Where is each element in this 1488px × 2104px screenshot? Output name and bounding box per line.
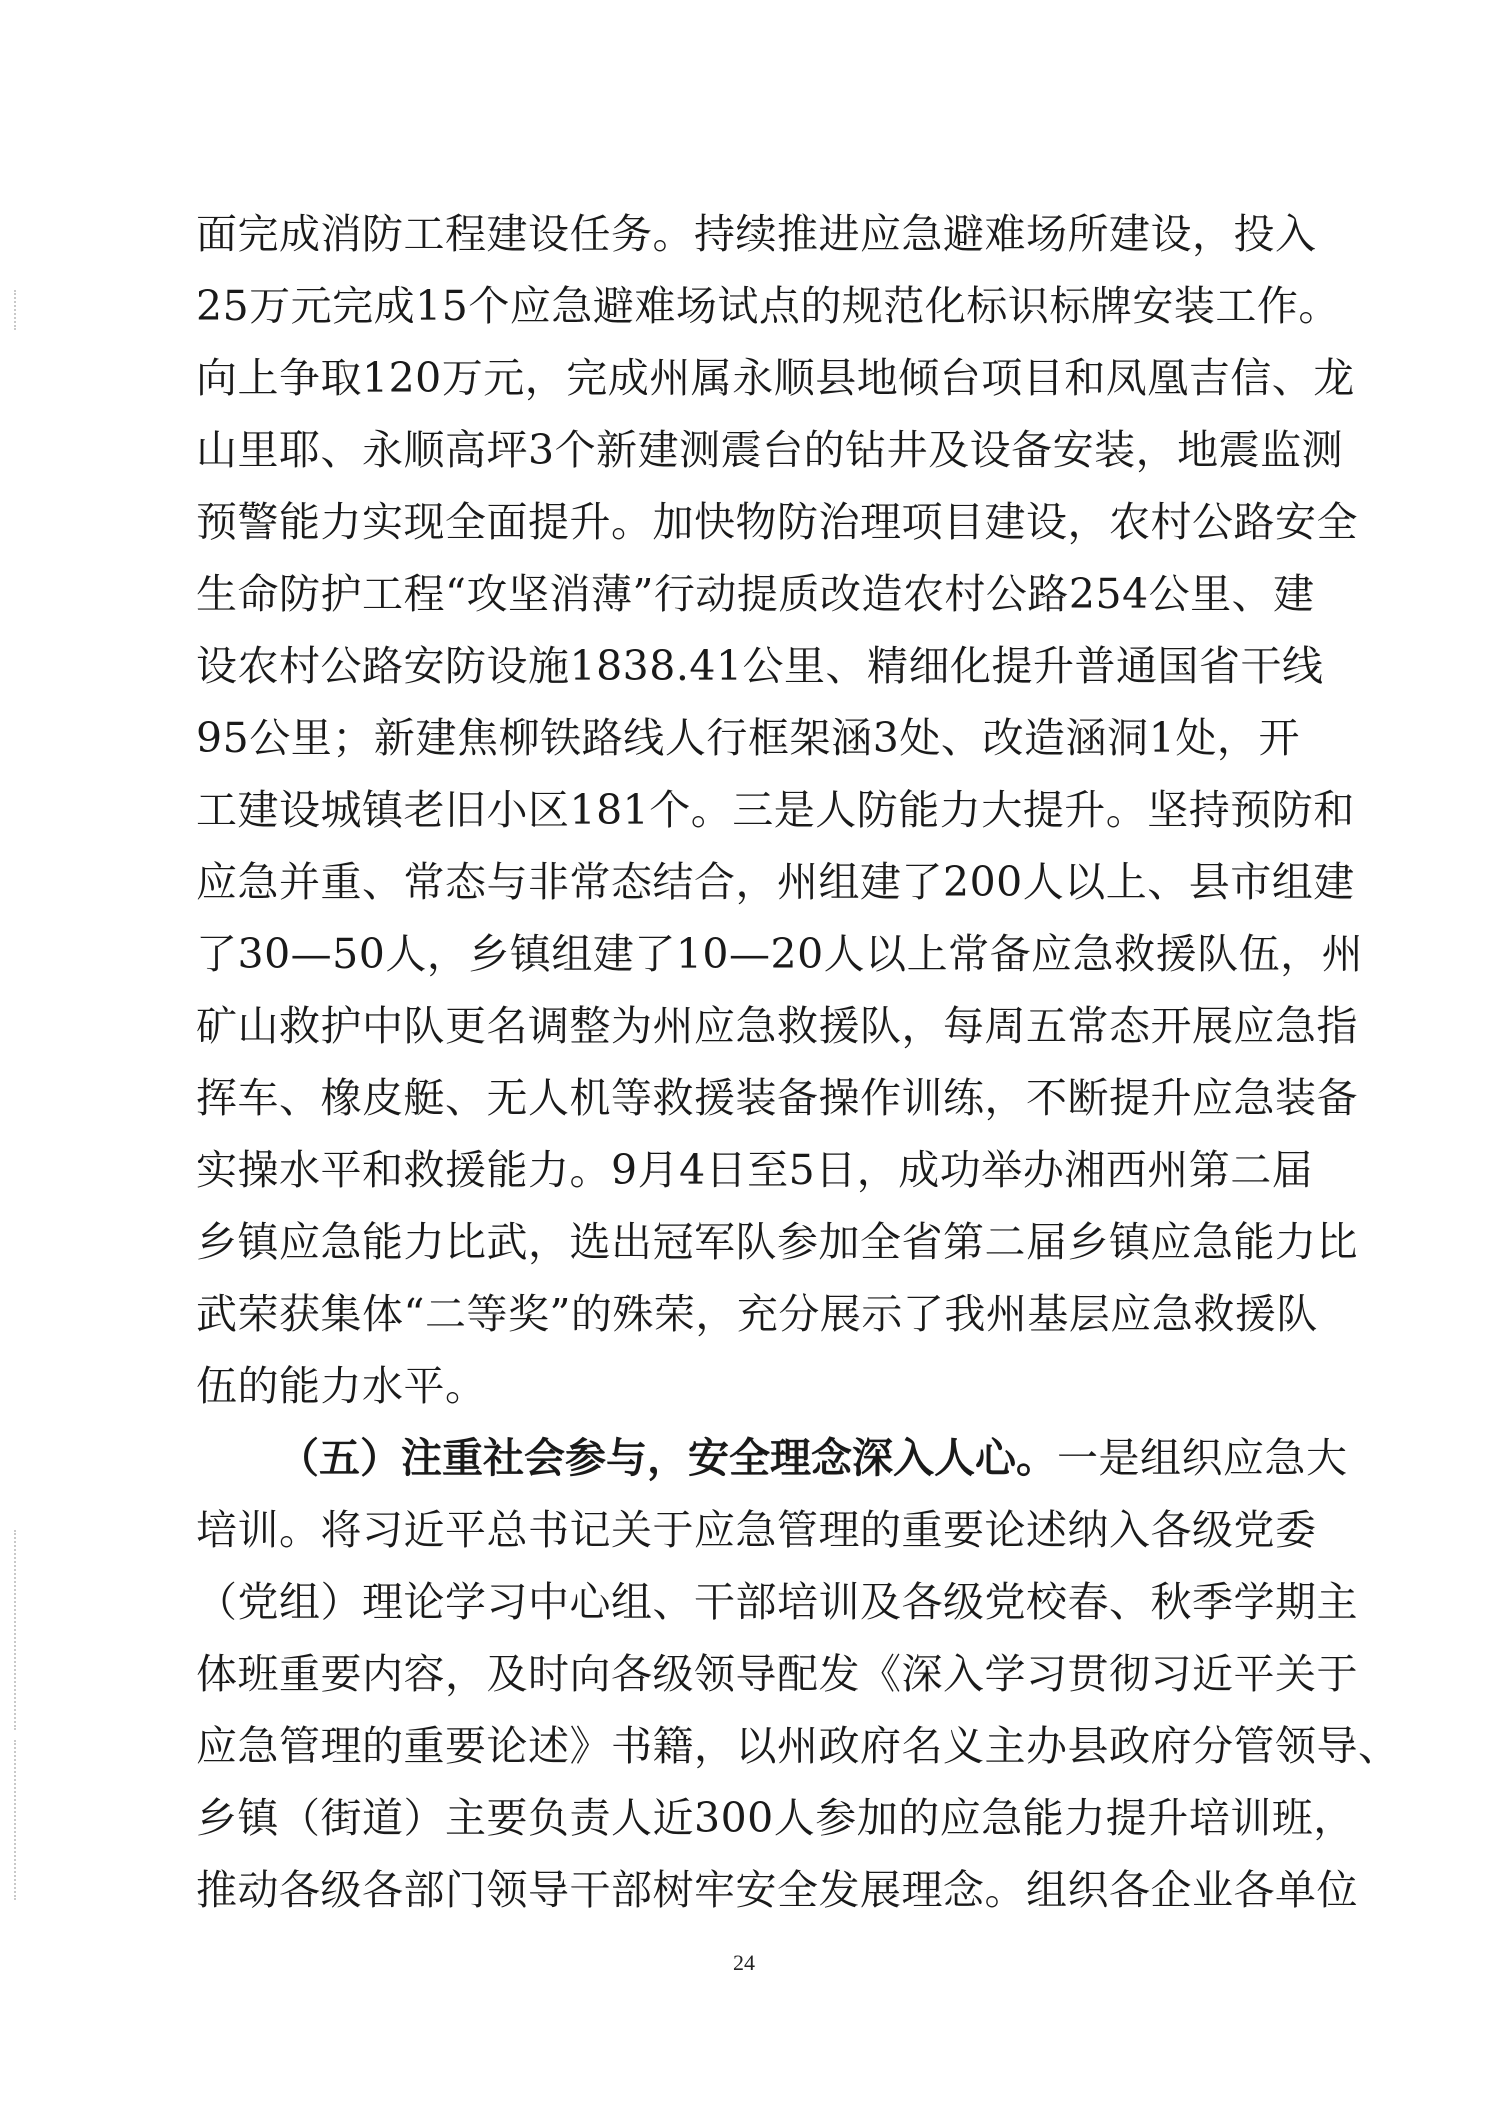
scan-artifact: [14, 290, 18, 330]
text-line: 体班重要内容，及时向各级领导配发《深入学习贯彻习近平关于: [196, 1650, 1358, 1698]
text-line: 武荣获集体“二等奖”的殊荣，充分展示了我州基层应急救援队: [196, 1290, 1318, 1338]
section-heading: （五）注重社会参与，安全理念深入人心。: [278, 1434, 1057, 1482]
text-line: 向上争取120万元，完成州属永顺县地倾台项目和凤凰吉信、龙: [196, 354, 1355, 402]
text-line: 应急管理的重要论述》书籍，以州政府名义主办县政府分管领导、: [196, 1722, 1400, 1770]
text-line: 95公里；新建焦柳铁路线人行框架涵3处、改造涵洞1处，开: [196, 714, 1300, 762]
text-span: 一是组织应急大: [1057, 1434, 1348, 1482]
text-line: 推动各级各部门领导干部树牢安全发展理念。组织各企业各单位: [196, 1866, 1358, 1914]
text-line: 应急并重、常态与非常态结合，州组建了200人以上、县市组建: [196, 858, 1355, 906]
page-number: 24: [733, 1950, 755, 1975]
text-line: 培训。将习近平总书记关于应急管理的重要论述纳入各级党委: [196, 1506, 1317, 1554]
text-line: 实操水平和救援能力。9月4日至5日，成功举办湘西州第二届: [196, 1146, 1314, 1194]
text-line: （党组）理论学习中心组、干部培训及各级党校春、秋季学期主: [196, 1578, 1358, 1626]
text-line: 挥车、橡皮艇、无人机等救援装备操作训练，不断提升应急装备: [196, 1074, 1358, 1122]
scan-artifact: [14, 1530, 18, 1730]
text-line: 面完成消防工程建设任务。持续推进应急避难场所建设，投入: [196, 210, 1317, 258]
text-line: 山里耶、永顺高坪3个新建测震台的钻井及设备安装，地震监测: [196, 426, 1344, 474]
scan-artifact: [14, 1740, 18, 1900]
text-line: 乡镇（街道）主要负责人近300人参加的应急能力提升培训班，: [196, 1794, 1355, 1842]
text-line: 伍的能力水平。: [196, 1362, 487, 1410]
text-line: 矿山救护中队更名调整为州应急救援队，每周五常态开展应急指: [196, 1002, 1358, 1050]
section-heading-line: [196, 1422, 1348, 1494]
text-line: 25万元完成15个应急避难场试点的规范化标识标牌安装工作。: [196, 282, 1340, 330]
text-line: 生命防护工程“攻坚消薄”行动提质改造农村公路254公里、建: [196, 570, 1315, 618]
text-line: 预警能力实现全面提升。加快物防治理项目建设，农村公路安全: [196, 498, 1358, 546]
body-text: [196, 198, 1400, 1926]
text-line: 设农村公路安防设施1838.41公里、精细化提升普通国省干线: [196, 642, 1324, 690]
text-line: 了30—50人，乡镇组建了10—20人以上常备应急救援队伍，州: [196, 930, 1364, 978]
text-line: 乡镇应急能力比武，选出冠军队参加全省第二届乡镇应急能力比: [196, 1218, 1358, 1266]
text-line: 工建设城镇老旧小区181个。三是人防能力大提升。坚持预防和: [196, 786, 1355, 834]
